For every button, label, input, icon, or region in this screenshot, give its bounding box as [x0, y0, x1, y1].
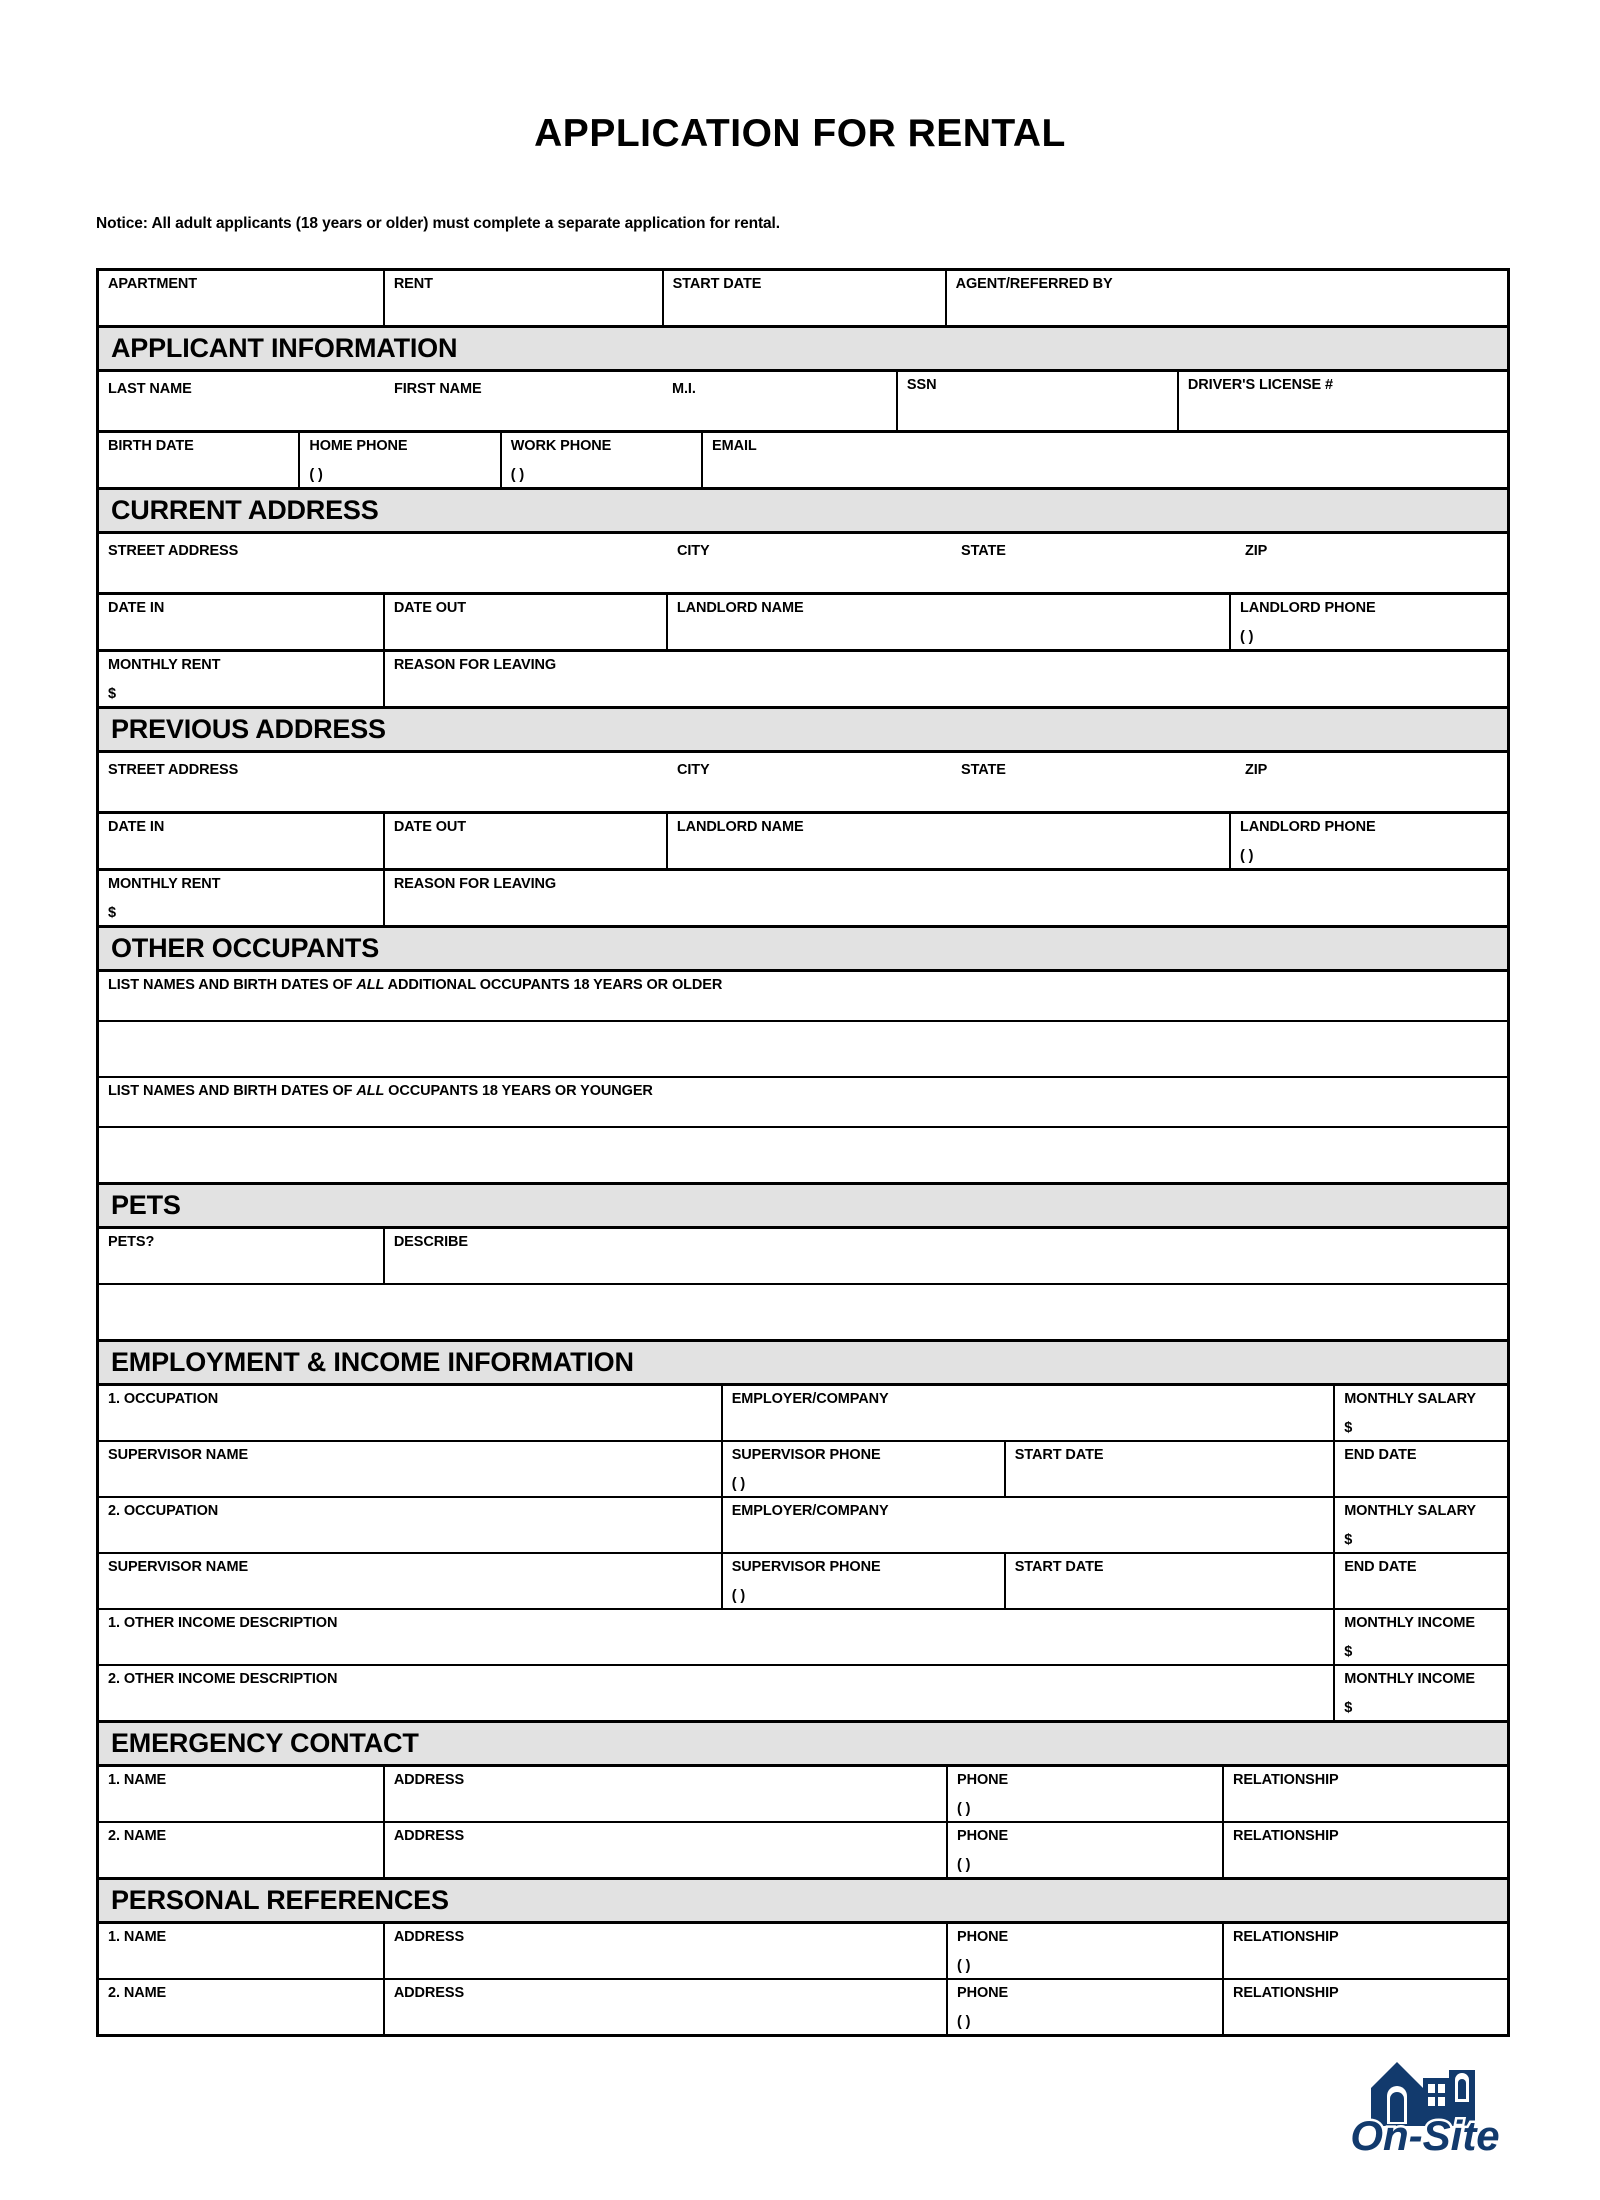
job1-occupation-label: 1. OCCUPATION	[108, 1391, 219, 1407]
on-site-wordmark	[1350, 2112, 1499, 2159]
rent-label: RENT	[393, 276, 433, 292]
occupants-younger-prompt-row	[99, 1078, 1507, 1128]
page-title: APPLICATION FOR RENTAL	[534, 112, 1066, 155]
job1-employer-label: EMPLOYER/COMPANY	[731, 1391, 889, 1407]
pets-row	[99, 1229, 1507, 1285]
previous-reason-for-leaving-field[interactable]	[385, 871, 1507, 925]
current-monthly-rent-field[interactable]	[99, 652, 385, 706]
occupants-younger-prompt-label	[108, 1082, 1507, 1101]
emergency-contact-2-phone-label: PHONE	[957, 1828, 1009, 1844]
personal-reference-row-2	[99, 1980, 1507, 2037]
apartment-row	[99, 271, 1507, 328]
job2-employer-label: EMPLOYER/COMPANY	[731, 1503, 889, 1519]
agent-referred-by-field[interactable]	[947, 271, 1507, 325]
prompt-pre: LIST NAMES AND BIRTH DATES OF	[108, 1083, 357, 1099]
previous-landlord-phone-field[interactable]	[1231, 814, 1507, 868]
personal-reference-2-name-field[interactable]	[99, 1980, 385, 2034]
emergency-contact-2-phone-mask: ( )	[957, 1856, 971, 1873]
previous-address-fields-group[interactable]	[99, 753, 1507, 811]
section-header-applicant-information: APPLICANT INFORMATION	[99, 328, 1507, 372]
prompt-emphasis: ALL	[356, 977, 385, 993]
work-phone-label: WORK PHONE	[510, 438, 612, 454]
personal-reference-2-relationship-label: RELATIONSHIP	[1232, 1985, 1339, 2001]
personal-reference-1-phone-label: PHONE	[957, 1929, 1009, 1945]
emergency-contact-1-address-label: ADDRESS	[393, 1772, 465, 1788]
personal-reference-1-phone-field[interactable]	[948, 1924, 1224, 1978]
job1-monthly-salary-field[interactable]	[1335, 1386, 1507, 1440]
personal-reference-2-phone-field[interactable]	[948, 1980, 1224, 2034]
job1-supervisor-phone-field[interactable]	[723, 1442, 1006, 1496]
job2-monthly-salary-label: MONTHLY SALARY	[1344, 1503, 1477, 1519]
job2-occupation-field[interactable]	[99, 1498, 723, 1552]
apartment-label: APARTMENT	[108, 276, 198, 292]
emergency-contact-2-address-label: ADDRESS	[393, 1828, 465, 1844]
job2-occupation-row	[99, 1498, 1507, 1554]
current-date-in-label: DATE IN	[108, 600, 165, 616]
personal-reference-1-relationship-field[interactable]	[1224, 1924, 1507, 1978]
home-phone-label: HOME PHONE	[309, 438, 408, 454]
occupants-older-prompt-row	[99, 972, 1507, 1022]
occupants-younger-prompt-field[interactable]	[99, 1078, 1507, 1126]
current-landlord-name-label: LANDLORD NAME	[676, 600, 804, 616]
section-header-other-occupants: OTHER OCCUPANTS	[99, 928, 1507, 972]
rental-application-form	[96, 268, 1510, 2037]
occupants-older-prompt-field[interactable]	[99, 972, 1507, 1020]
current-date-out-field[interactable]	[385, 595, 668, 649]
emergency-contact-row-1	[99, 1767, 1507, 1823]
job2-supervisor-phone-field[interactable]	[723, 1554, 1006, 1608]
previous-monthly-rent-mask: $	[108, 904, 116, 921]
applicant-name-row	[99, 372, 1507, 433]
job2-supervisor-phone-mask: ( )	[731, 1587, 746, 1604]
emergency-contact-2-phone-field[interactable]	[948, 1823, 1224, 1877]
previous-address-rent-row	[99, 871, 1507, 928]
previous-zip-label: ZIP	[1245, 762, 1268, 778]
job1-monthly-salary-label: MONTHLY SALARY	[1344, 1391, 1477, 1407]
pets-extra-entry-row	[99, 1285, 1507, 1342]
section-header-pets: PETS	[99, 1185, 1507, 1229]
prompt-emphasis: ALL	[356, 1083, 385, 1099]
other-income-1-amount-mask: $	[1344, 1643, 1353, 1660]
personal-reference-1-address-label: ADDRESS	[393, 1929, 465, 1945]
emergency-contact-1-phone-field[interactable]	[948, 1767, 1224, 1821]
personal-reference-2-phone-label: PHONE	[957, 1985, 1009, 2001]
previous-date-out-label: DATE OUT	[393, 819, 467, 835]
emergency-contact-2-relationship-label: RELATIONSHIP	[1232, 1828, 1339, 1844]
personal-reference-2-phone-mask: ( )	[957, 2013, 971, 2030]
job2-end-date-label: END DATE	[1344, 1559, 1417, 1575]
current-state-label: STATE	[961, 543, 1006, 559]
personal-reference-2-relationship-field[interactable]	[1224, 1980, 1507, 2034]
middle-initial-label: M.I.	[672, 381, 696, 397]
pets-extra-entry-field[interactable]	[99, 1285, 1507, 1339]
job2-monthly-salary-field[interactable]	[1335, 1498, 1507, 1552]
emergency-contact-2-relationship-field[interactable]	[1224, 1823, 1507, 1877]
start-date-field[interactable]	[664, 271, 947, 325]
drivers-license-field[interactable]	[1179, 372, 1507, 430]
previous-monthly-rent-label: MONTHLY RENT	[108, 876, 221, 892]
previous-city-label: CITY	[677, 762, 710, 778]
previous-reason-for-leaving-label: REASON FOR LEAVING	[393, 876, 557, 892]
email-label: EMAIL	[712, 438, 757, 454]
applicant-contact-row	[99, 433, 1507, 490]
current-landlord-phone-field[interactable]	[1231, 595, 1507, 649]
job1-start-date-label: START DATE	[1014, 1447, 1104, 1463]
pets-describe-label: DESCRIBE	[393, 1234, 468, 1250]
previous-monthly-rent-field[interactable]	[99, 871, 385, 925]
job1-monthly-salary-mask: $	[1344, 1419, 1353, 1436]
job2-end-date-field[interactable]	[1335, 1554, 1507, 1608]
job1-supervisor-name-label: SUPERVISOR NAME	[108, 1447, 249, 1463]
other-income-2-amount-mask: $	[1344, 1699, 1353, 1716]
other-income-1-row	[99, 1610, 1507, 1666]
previous-address-row	[99, 753, 1507, 814]
previous-date-in-field[interactable]	[99, 814, 385, 868]
job1-start-date-field[interactable]	[1006, 1442, 1335, 1496]
first-name-label: FIRST NAME	[394, 381, 482, 397]
svg-text:On-Site: On-Site	[1350, 2112, 1500, 2159]
job1-supervisor-name-field[interactable]	[99, 1442, 723, 1496]
prompt-pre: LIST NAMES AND BIRTH DATES OF	[108, 977, 357, 993]
job2-supervisor-name-field[interactable]	[99, 1554, 723, 1608]
other-income-2-description-field[interactable]	[99, 1666, 1335, 1720]
job1-occupation-row	[99, 1386, 1507, 1442]
personal-reference-row-1	[99, 1924, 1507, 1980]
drivers-license-label: DRIVER'S LICENSE #	[1187, 377, 1333, 393]
occupants-younger-entry-field[interactable]	[99, 1128, 1507, 1182]
pets-question-field[interactable]	[99, 1229, 385, 1283]
on-site-logo-svg	[1335, 2052, 1515, 2168]
emergency-contact-2-name-label: 2. NAME	[108, 1828, 167, 1844]
personal-reference-1-phone-mask: ( )	[957, 1957, 971, 1974]
other-income-1-description-label: 1. OTHER INCOME DESCRIPTION	[108, 1615, 338, 1631]
notice-text: Notice: All adult applicants (18 years or older) must complete a separate application for rental.	[96, 215, 780, 232]
start-date-label: START DATE	[672, 276, 762, 292]
current-date-in-field[interactable]	[99, 595, 385, 649]
emergency-contact-1-phone-mask: ( )	[957, 1800, 971, 1817]
email-field[interactable]	[703, 433, 1507, 487]
job1-supervisor-phone-label: SUPERVISOR PHONE	[731, 1447, 881, 1463]
personal-reference-2-name-label: 2. NAME	[108, 1985, 167, 2001]
emergency-contact-1-relationship-field[interactable]	[1224, 1767, 1507, 1821]
job1-supervisor-row	[99, 1442, 1507, 1498]
previous-landlord-name-label: LANDLORD NAME	[676, 819, 804, 835]
current-landlord-name-field[interactable]	[668, 595, 1231, 649]
current-address-rent-row	[99, 652, 1507, 709]
ssn-field[interactable]	[896, 372, 1179, 430]
current-landlord-phone-mask: ( )	[1240, 628, 1254, 645]
personal-reference-1-address-field[interactable]	[385, 1924, 948, 1978]
emergency-contact-1-phone-label: PHONE	[957, 1772, 1009, 1788]
previous-state-label: STATE	[961, 762, 1006, 778]
job1-occupation-field[interactable]	[99, 1386, 723, 1440]
birth-date-field[interactable]	[99, 433, 300, 487]
job2-employer-field[interactable]	[723, 1498, 1335, 1552]
current-city-label: CITY	[677, 543, 710, 559]
job1-supervisor-phone-mask: ( )	[731, 1475, 746, 1492]
last-name-label: LAST NAME	[108, 381, 192, 397]
personal-reference-2-address-label: ADDRESS	[393, 1985, 465, 2001]
other-income-1-amount-field[interactable]	[1335, 1610, 1507, 1664]
other-income-1-description-field[interactable]	[99, 1610, 1335, 1664]
section-header-employment-income: EMPLOYMENT & INCOME INFORMATION	[99, 1342, 1507, 1386]
occupants-younger-entry-row	[99, 1128, 1507, 1185]
previous-address-dates-row	[99, 814, 1507, 871]
job2-supervisor-row	[99, 1554, 1507, 1610]
agent-referred-by-label: AGENT/REFERRED BY	[955, 276, 1113, 292]
other-income-2-row	[99, 1666, 1507, 1723]
previous-landlord-phone-label: LANDLORD PHONE	[1240, 819, 1376, 835]
prompt-post: ADDITIONAL OCCUPANTS 18 YEARS OR OLDER	[384, 977, 723, 993]
occupants-older-prompt-label	[108, 976, 1507, 995]
work-phone-field[interactable]	[502, 433, 703, 487]
emergency-contact-row-2	[99, 1823, 1507, 1880]
ssn-label: SSN	[906, 377, 937, 393]
occupants-older-entry-field[interactable]	[99, 1022, 1507, 1076]
current-reason-for-leaving-label: REASON FOR LEAVING	[393, 657, 557, 673]
section-header-emergency-contact: EMERGENCY CONTACT	[99, 1723, 1507, 1767]
emergency-contact-2-name-field[interactable]	[99, 1823, 385, 1877]
rent-field[interactable]	[385, 271, 664, 325]
job2-start-date-label: START DATE	[1014, 1559, 1104, 1575]
previous-date-out-field[interactable]	[385, 814, 668, 868]
emergency-contact-1-relationship-label: RELATIONSHIP	[1232, 1772, 1339, 1788]
other-income-2-amount-label: MONTHLY INCOME	[1344, 1671, 1475, 1687]
previous-street-address-label: STREET ADDRESS	[108, 762, 239, 778]
job2-start-date-field[interactable]	[1006, 1554, 1335, 1608]
current-date-out-label: DATE OUT	[393, 600, 467, 616]
birth-date-label: BIRTH DATE	[108, 438, 194, 454]
previous-landlord-name-field[interactable]	[668, 814, 1231, 868]
on-site-logo	[1335, 2052, 1515, 2168]
personal-reference-1-name-label: 1. NAME	[108, 1929, 167, 1945]
emergency-contact-1-address-field[interactable]	[385, 1767, 948, 1821]
emergency-contact-1-name-label: 1. NAME	[108, 1772, 167, 1788]
prompt-post: OCCUPANTS 18 YEARS OR YOUNGER	[384, 1083, 653, 1099]
job1-end-date-field[interactable]	[1335, 1442, 1507, 1496]
work-phone-mask: ( )	[510, 466, 525, 483]
current-monthly-rent-label: MONTHLY RENT	[108, 657, 221, 673]
personal-reference-1-name-field[interactable]	[99, 1924, 385, 1978]
job2-monthly-salary-mask: $	[1344, 1531, 1353, 1548]
section-header-personal-references: PERSONAL REFERENCES	[99, 1880, 1507, 1924]
apartment-field[interactable]	[99, 271, 385, 325]
section-header-previous-address: PREVIOUS ADDRESS	[99, 709, 1507, 753]
current-address-row	[99, 534, 1507, 595]
job1-employer-field[interactable]	[723, 1386, 1335, 1440]
job2-occupation-label: 2. OCCUPATION	[108, 1503, 219, 1519]
previous-landlord-phone-mask: ( )	[1240, 847, 1254, 864]
job1-end-date-label: END DATE	[1344, 1447, 1417, 1463]
other-income-2-description-label: 2. OTHER INCOME DESCRIPTION	[108, 1671, 338, 1687]
previous-date-in-label: DATE IN	[108, 819, 165, 835]
emergency-contact-2-address-field[interactable]	[385, 1823, 948, 1877]
current-reason-for-leaving-field[interactable]	[385, 652, 1507, 706]
other-income-1-amount-label: MONTHLY INCOME	[1344, 1615, 1475, 1631]
emergency-contact-1-name-field[interactable]	[99, 1767, 385, 1821]
current-zip-label: ZIP	[1245, 543, 1268, 559]
current-landlord-phone-label: LANDLORD PHONE	[1240, 600, 1376, 616]
current-monthly-rent-mask: $	[108, 685, 116, 702]
current-address-fields-group[interactable]	[99, 534, 1507, 592]
section-header-current-address: CURRENT ADDRESS	[99, 490, 1507, 534]
personal-reference-1-relationship-label: RELATIONSHIP	[1232, 1929, 1339, 1945]
current-address-dates-row	[99, 595, 1507, 652]
job2-supervisor-name-label: SUPERVISOR NAME	[108, 1559, 249, 1575]
current-street-address-label: STREET ADDRESS	[108, 543, 239, 559]
home-phone-mask: ( )	[309, 466, 323, 483]
pets-question-label: PETS?	[108, 1234, 155, 1250]
occupants-older-entry-row	[99, 1022, 1507, 1078]
personal-reference-2-address-field[interactable]	[385, 1980, 948, 2034]
other-income-2-amount-field[interactable]	[1335, 1666, 1507, 1720]
home-phone-field[interactable]	[300, 433, 501, 487]
job2-supervisor-phone-label: SUPERVISOR PHONE	[731, 1559, 881, 1575]
name-fields-group[interactable]	[99, 372, 896, 430]
pets-describe-field[interactable]	[385, 1229, 1507, 1283]
